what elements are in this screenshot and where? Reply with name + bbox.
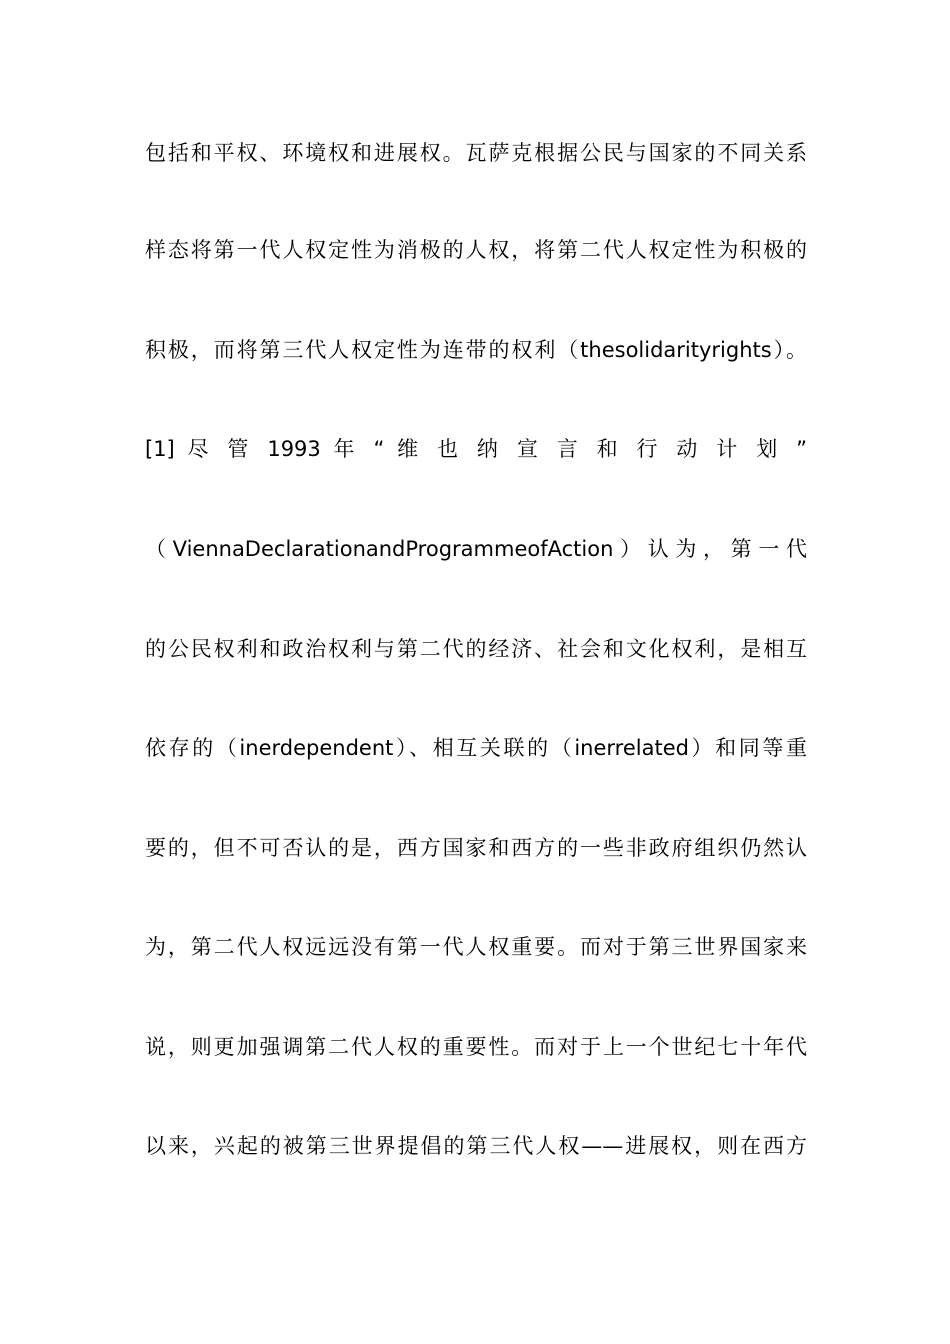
- text-line-10: 说，则更加强调第二代人权的重要性。而对于上一个世纪七十年代: [145, 1035, 807, 1059]
- text-line-8: 要的，但不可否认的是，西方国家和西方的一些非政府组织仍然认: [145, 836, 807, 860]
- text-line-9: 为，第二代人权远远没有第一代人权重要。而对于第三世界国家来: [145, 935, 807, 959]
- text-line-2: 样态将第一代人权定性为消极的人权，将第二代人权定性为积极的: [145, 238, 807, 262]
- text-line-5: （ViennaDeclarationandProgrammeofAction）认为，第一代: [145, 537, 807, 561]
- text-line-6: 的公民权利和政治权利与第二代的经济、社会和文化权利，是相互: [145, 637, 807, 661]
- text-line-1: 包括和平权、环境权和进展权。瓦萨克根据公民与国家的不同关系: [145, 141, 807, 165]
- text-line-11: 以来，兴起的被第三世界提倡的第三代人权——进展权，则在西方: [145, 1134, 807, 1158]
- text-line-3: 积极，而将第三代人权定性为连带的权利（thesolidarityrights）。: [145, 338, 807, 362]
- text-line-4: [1] 尽 管 1993 年 “ 维 也 纳 宣 言 和 行 动 计 划 ”: [145, 437, 807, 461]
- text-line-7: 依存的（inerdependent）、相互关联的（inerrelated）和同等重: [145, 736, 807, 760]
